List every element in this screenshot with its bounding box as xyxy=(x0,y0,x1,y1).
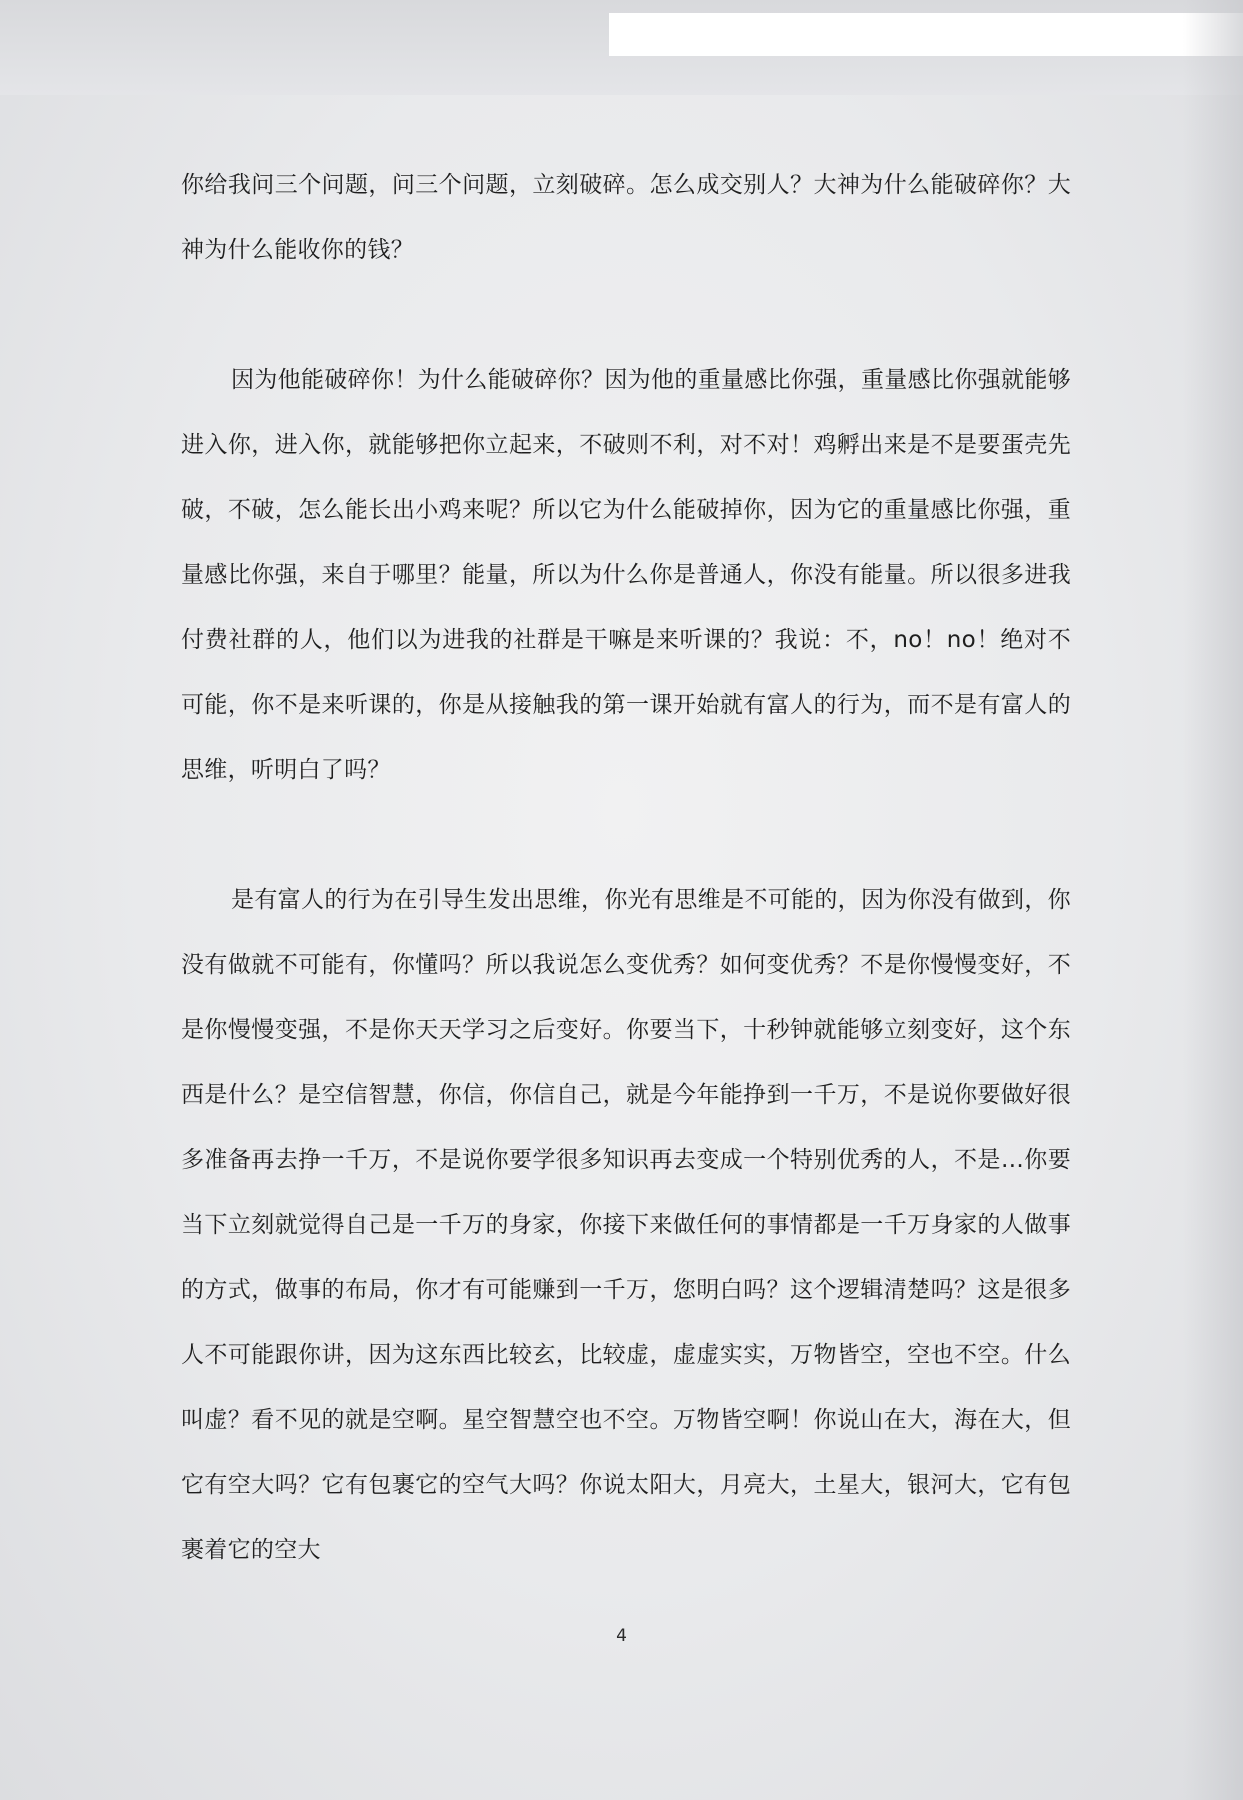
redaction-box xyxy=(609,13,1243,56)
paragraph-2: 因为他能破碎你！为什么能破碎你？因为他的重量感比你强，重量感比你强就能够进入你，进入你，就能够把你立起来，不破则不利，对不对！鸡孵出来是不是要蛋壳先破，不破，怎么能长出小鸡来呢？所以它为什么能破掉你，因为它的重量感比你强，重量感比你强，来自于哪里？能量，所以为什么你是普通人，你没有能量。所以很多进我付费社群的人，他们以为进我的社群是干嘛是来听课的？我说：不，no！no！绝对不可能，你不是来听课的，你是从接触我的第一课开始就有富人的行为，而不是有富人的思维，听明白了吗？ xyxy=(181,367,1071,783)
scan-right-edge xyxy=(1183,0,1243,1800)
body-text xyxy=(181,153,1071,1583)
paragraph-3: 是有富人的行为在引导生发出思维，你光有思维是不可能的，因为你没有做到，你没有做就不可能有，你懂吗？所以我说怎么变优秀？如何变优秀？不是你慢慢变好，不是你慢慢变强，不是你天天学习之后变好。你要当下，十秒钟就能够立刻变好，这个东西是什么？是空信智慧，你信，你信自己，就是今年能挣到一千万，不是说你要做好很多准备再去挣一千万，不是说你要学很多知识再去变成一个特别优秀的人，不是…你要当下立刻就觉得自己是一千万的身家，你接下来做任何的事情都是一千万身家的人做事的方式，做事的布局，你才有可能赚到一千万，您明白吗？这个逻辑清楚吗？这是很多人不可能跟你讲，因为这东西比较玄，比较虚，虚虚实实，万物皆空，空也不空。什么叫虚？看不见的就是空啊。星空智慧空也不空。万物皆空啊！你说山在大，海在大，但它有空大吗？它有包裹它的空气大吗？你说太阳大，月亮大，土星大，银河大，它有包裹着它的空大 xyxy=(181,887,1071,1563)
paragraph-1: 你给我问三个问题，问三个问题，立刻破碎。怎么成交别人？大神为什么能破碎你？大神为什么能收你的钱？ xyxy=(181,172,1071,263)
page-number: 4 xyxy=(616,1626,627,1646)
